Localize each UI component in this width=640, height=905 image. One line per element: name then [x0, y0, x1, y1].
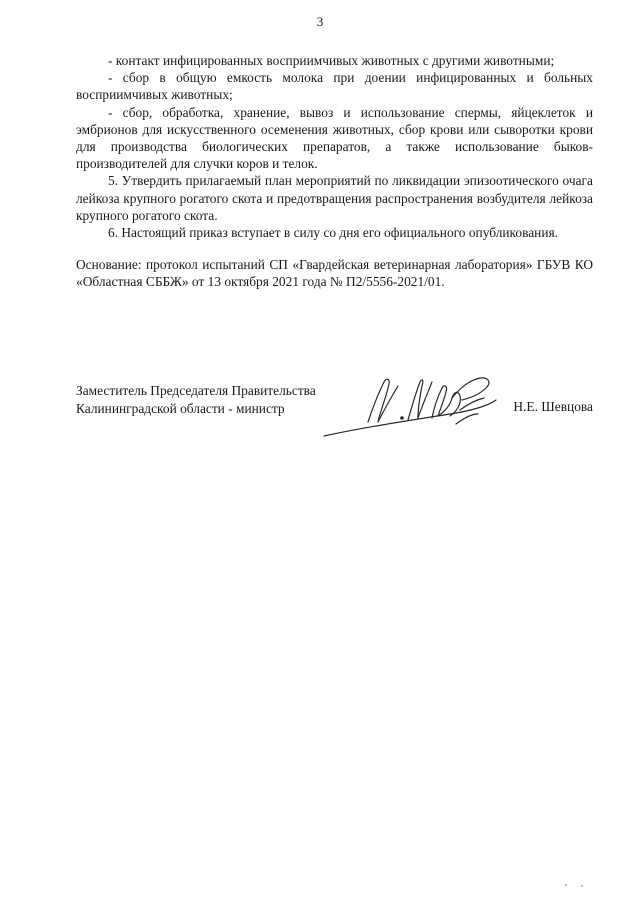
signatory-title-line-2: Калининградской области - министр	[76, 401, 285, 416]
paragraph-item-5: 5. Утвердить прилагаемый план мероприятий по ликвидации эпизоотического очага лейкоза крупного рогатого скота и предотвращения распространения возбудителя лейкоза крупного рогатого скота.	[76, 173, 593, 223]
paragraph-item-6: 6. Настоящий приказ вступает в силу со дня его официального опубликования.	[108, 225, 558, 241]
signatory-name: Н.Е. Шевцова	[513, 399, 593, 414]
paragraph-basis: Основание: протокол испытаний СП «Гвардейская ветеринарная лаборатория» ГБУВ КО «Областная СББЖ» от 13 октября 2021 года № П2/5556-2021/01.	[76, 257, 593, 290]
paragraph-sperm-embryos: - сбор, обработка, хранение, вывоз и использование спермы, яйцеклеток и эмбрионов для искусственного осеменения животных, сбор крови или сыворотки крови для производства биологических препаратов, а также использование быков-производителей для случки коров и телок.	[76, 104, 593, 172]
paragraph-contact: - контакт инфицированных восприимчивых животных с другими животными;	[108, 53, 555, 68]
document-body	[76, 52, 593, 291]
signatory-title-line-1: Заместитель Председателя Правительства	[76, 383, 316, 398]
signatory-title	[76, 382, 356, 418]
paragraph-milk-collection: - сбор в общую емкость молока при доении инфицированных и больных восприимчивых животных;	[76, 70, 593, 103]
handwritten-signature	[320, 370, 500, 446]
scan-dust-marks	[560, 880, 600, 890]
page-number: 3	[316, 14, 324, 29]
signature-block	[76, 378, 593, 458]
